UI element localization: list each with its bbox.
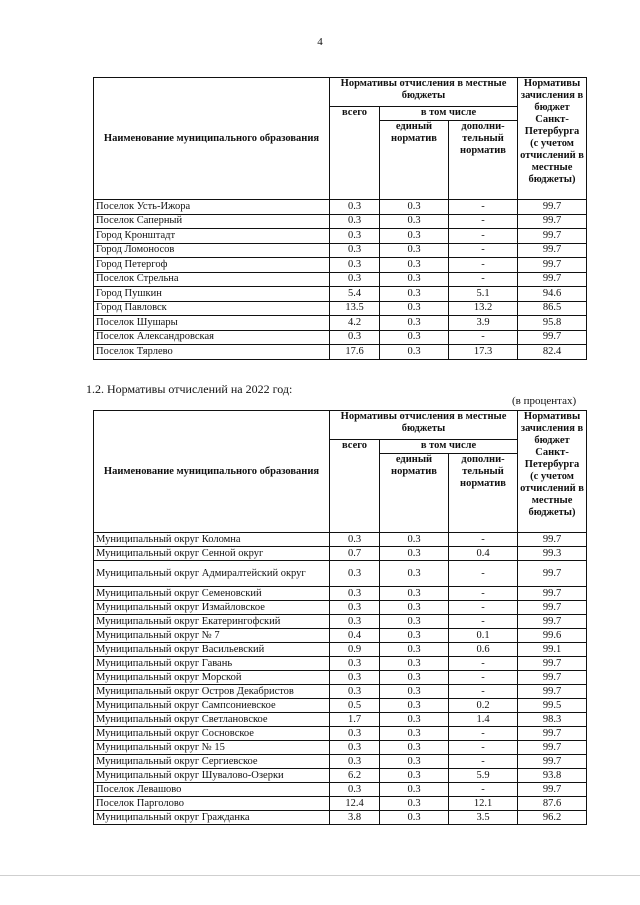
cell-single: 0.3 (380, 811, 449, 825)
table-row (94, 287, 587, 302)
cell-spb: 87.6 (518, 797, 587, 811)
header-single: единый норматив (380, 121, 449, 200)
cell-total: 0.3 (330, 561, 380, 587)
cell-additional: - (449, 601, 518, 615)
cell-additional: 17.3 (449, 345, 518, 360)
cell-spb: 99.7 (518, 214, 587, 229)
cell-additional: 3.9 (449, 316, 518, 331)
table-row (94, 741, 587, 755)
cell-single: 0.3 (380, 533, 449, 547)
cell-spb: 99.7 (518, 657, 587, 671)
cell-total: 0.3 (330, 657, 380, 671)
cell-single: 0.3 (380, 587, 449, 601)
cell-name: Город Кронштадт (94, 229, 330, 244)
header-total: всего (330, 107, 380, 200)
cell-spb: 99.7 (518, 755, 587, 769)
table-row (94, 200, 587, 215)
table-2022 (93, 410, 587, 825)
cell-single: 0.3 (380, 643, 449, 657)
cell-spb: 99.7 (518, 685, 587, 699)
cell-single: 0.3 (380, 258, 449, 273)
cell-additional: - (449, 243, 518, 258)
table-row (94, 301, 587, 316)
cell-name: Муниципальный округ Измайловское (94, 601, 330, 615)
cell-additional: - (449, 533, 518, 547)
table-row (94, 797, 587, 811)
header-additional: дополни-тельный норматив (449, 121, 518, 200)
table-row (94, 671, 587, 685)
cell-additional: 12.1 (449, 797, 518, 811)
cell-name: Поселок Левашово (94, 783, 330, 797)
cell-additional: - (449, 561, 518, 587)
cell-additional: - (449, 615, 518, 629)
cell-total: 0.3 (330, 258, 380, 273)
cell-single: 0.3 (380, 741, 449, 755)
cell-single: 0.3 (380, 272, 449, 287)
cell-name: Поселок Шушары (94, 316, 330, 331)
header-spb-budget: Нормативы зачисления в бюджет Санкт-Петербурга (с учетом отчислений в местные бюджеты) (518, 411, 587, 533)
cell-name: Город Ломоносов (94, 243, 330, 258)
header-total: всего (330, 440, 380, 533)
header-local-budgets: Нормативы отчисления в местные бюджеты (330, 411, 518, 440)
cell-additional: - (449, 783, 518, 797)
cell-spb: 99.7 (518, 200, 587, 215)
cell-single: 0.3 (380, 345, 449, 360)
cell-additional: 13.2 (449, 301, 518, 316)
header-local-budgets: Нормативы отчисления в местные бюджеты (330, 78, 518, 107)
cell-spb: 99.7 (518, 258, 587, 273)
cell-spb: 99.7 (518, 533, 587, 547)
table-row (94, 783, 587, 797)
table-row (94, 547, 587, 561)
cell-spb: 99.7 (518, 243, 587, 258)
cell-additional: - (449, 727, 518, 741)
cell-single: 0.3 (380, 629, 449, 643)
cell-total: 0.3 (330, 533, 380, 547)
table-row (94, 601, 587, 615)
cell-spb: 93.8 (518, 769, 587, 783)
cell-name: Муниципальный округ Адмиралтейский округ (94, 561, 330, 587)
cell-single: 0.3 (380, 657, 449, 671)
cell-total: 0.3 (330, 783, 380, 797)
cell-single: 0.3 (380, 797, 449, 811)
cell-total: 0.3 (330, 330, 380, 345)
cell-additional: - (449, 272, 518, 287)
cell-spb: 82.4 (518, 345, 587, 360)
table-row (94, 713, 587, 727)
cell-name: Поселок Стрельна (94, 272, 330, 287)
table-row (94, 629, 587, 643)
cell-single: 0.3 (380, 214, 449, 229)
header-name: Наименование муниципального образования (94, 78, 330, 200)
cell-spb: 99.7 (518, 783, 587, 797)
cell-additional: - (449, 200, 518, 215)
table-row (94, 243, 587, 258)
table-row (94, 699, 587, 713)
cell-additional: - (449, 214, 518, 229)
cell-single: 0.3 (380, 547, 449, 561)
table-row (94, 214, 587, 229)
table-row (94, 533, 587, 547)
cell-additional: 0.1 (449, 629, 518, 643)
cell-single: 0.3 (380, 727, 449, 741)
cell-total: 0.3 (330, 755, 380, 769)
table-2021 (93, 77, 587, 360)
cell-total: 0.3 (330, 214, 380, 229)
cell-single: 0.3 (380, 601, 449, 615)
page-edge-divider (0, 875, 640, 876)
table-row (94, 561, 587, 587)
cell-spb: 96.2 (518, 811, 587, 825)
cell-spb: 99.6 (518, 629, 587, 643)
table-row (94, 657, 587, 671)
table-row (94, 685, 587, 699)
cell-spb: 99.7 (518, 671, 587, 685)
header-including: в том числе (380, 107, 518, 121)
header-single: единый норматив (380, 454, 449, 533)
table-row (94, 769, 587, 783)
cell-name: Муниципальный округ Морской (94, 671, 330, 685)
cell-name: Город Павловск (94, 301, 330, 316)
cell-additional: - (449, 755, 518, 769)
cell-total: 0.3 (330, 671, 380, 685)
cell-single: 0.3 (380, 713, 449, 727)
cell-name: Поселок Саперный (94, 214, 330, 229)
cell-total: 0.3 (330, 615, 380, 629)
cell-single: 0.3 (380, 685, 449, 699)
header-additional: дополни-тельный норматив (449, 454, 518, 533)
cell-spb: 99.7 (518, 229, 587, 244)
cell-spb: 99.5 (518, 699, 587, 713)
cell-total: 0.5 (330, 699, 380, 713)
cell-total: 0.9 (330, 643, 380, 657)
cell-total: 0.7 (330, 547, 380, 561)
unit-note: (в процентах) (512, 395, 577, 407)
cell-single: 0.3 (380, 783, 449, 797)
cell-additional: 0.2 (449, 699, 518, 713)
cell-total: 0.3 (330, 727, 380, 741)
cell-name: Поселок Парголово (94, 797, 330, 811)
cell-single: 0.3 (380, 301, 449, 316)
header-spb-budget: Нормативы зачисления в бюджет Санкт-Петербурга (с учетом отчислений в местные бюджеты) (518, 78, 587, 200)
cell-total: 12.4 (330, 797, 380, 811)
cell-single: 0.3 (380, 200, 449, 215)
cell-spb: 99.7 (518, 601, 587, 615)
table-row (94, 229, 587, 244)
cell-single: 0.3 (380, 229, 449, 244)
cell-additional: - (449, 229, 518, 244)
table-row (94, 258, 587, 273)
cell-single: 0.3 (380, 243, 449, 258)
cell-single: 0.3 (380, 671, 449, 685)
cell-total: 5.4 (330, 287, 380, 302)
cell-single: 0.3 (380, 699, 449, 713)
table-row (94, 615, 587, 629)
cell-single: 0.3 (380, 287, 449, 302)
cell-name: Город Петергоф (94, 258, 330, 273)
cell-spb: 99.1 (518, 643, 587, 657)
cell-total: 0.3 (330, 272, 380, 287)
cell-spb: 98.3 (518, 713, 587, 727)
cell-total: 0.3 (330, 601, 380, 615)
table-row (94, 755, 587, 769)
cell-additional: 3.5 (449, 811, 518, 825)
cell-spb: 99.7 (518, 561, 587, 587)
cell-single: 0.3 (380, 755, 449, 769)
cell-additional: - (449, 671, 518, 685)
cell-spb: 86.5 (518, 301, 587, 316)
cell-additional: 5.1 (449, 287, 518, 302)
header-including: в том числе (380, 440, 518, 454)
cell-spb: 99.7 (518, 330, 587, 345)
cell-additional: 0.4 (449, 547, 518, 561)
cell-spb: 94.6 (518, 287, 587, 302)
table-row (94, 316, 587, 331)
cell-name: Муниципальный округ Шувалово-Озерки (94, 769, 330, 783)
cell-total: 0.3 (330, 229, 380, 244)
cell-total: 0.3 (330, 243, 380, 258)
cell-name: Муниципальный округ Сенной округ (94, 547, 330, 561)
cell-name: Муниципальный округ Гражданка (94, 811, 330, 825)
cell-name: Муниципальный округ № 15 (94, 741, 330, 755)
table-row (94, 727, 587, 741)
cell-single: 0.3 (380, 561, 449, 587)
cell-total: 1.7 (330, 713, 380, 727)
cell-name: Муниципальный округ Екатерингофский (94, 615, 330, 629)
cell-name: Муниципальный округ Сергиевское (94, 755, 330, 769)
cell-additional: - (449, 258, 518, 273)
cell-total: 0.3 (330, 741, 380, 755)
cell-total: 0.3 (330, 200, 380, 215)
cell-spb: 99.3 (518, 547, 587, 561)
cell-single: 0.3 (380, 316, 449, 331)
cell-name: Муниципальный округ № 7 (94, 629, 330, 643)
cell-name: Муниципальный округ Сампсониевское (94, 699, 330, 713)
cell-additional: - (449, 657, 518, 671)
cell-spb: 99.7 (518, 615, 587, 629)
cell-name: Муниципальный округ Светлановское (94, 713, 330, 727)
cell-name: Муниципальный округ Гавань (94, 657, 330, 671)
table-row (94, 587, 587, 601)
cell-additional: 1.4 (449, 713, 518, 727)
cell-single: 0.3 (380, 330, 449, 345)
cell-total: 0.4 (330, 629, 380, 643)
table-row (94, 643, 587, 657)
cell-name: Муниципальный округ Семеновский (94, 587, 330, 601)
cell-name: Поселок Александровская (94, 330, 330, 345)
cell-total: 17.6 (330, 345, 380, 360)
cell-single: 0.3 (380, 615, 449, 629)
cell-additional: - (449, 685, 518, 699)
cell-name: Муниципальный округ Васильевский (94, 643, 330, 657)
cell-additional: - (449, 587, 518, 601)
cell-total: 3.8 (330, 811, 380, 825)
cell-total: 4.2 (330, 316, 380, 331)
cell-total: 0.3 (330, 587, 380, 601)
cell-name: Муниципальный округ Остров Декабристов (94, 685, 330, 699)
table-row (94, 345, 587, 360)
table-row (94, 272, 587, 287)
cell-spb: 99.7 (518, 727, 587, 741)
cell-single: 0.3 (380, 769, 449, 783)
header-name: Наименование муниципального образования (94, 411, 330, 533)
cell-total: 0.3 (330, 685, 380, 699)
cell-additional: - (449, 741, 518, 755)
cell-total: 13.5 (330, 301, 380, 316)
table-row (94, 811, 587, 825)
cell-spb: 99.7 (518, 741, 587, 755)
section-title: 1.2. Нормативы отчислений на 2022 год: (86, 382, 293, 396)
page-number: 4 (317, 36, 323, 48)
cell-additional: - (449, 330, 518, 345)
cell-name: Поселок Тярлево (94, 345, 330, 360)
cell-additional: 0.6 (449, 643, 518, 657)
cell-name: Муниципальный округ Сосновское (94, 727, 330, 741)
cell-name: Город Пушкин (94, 287, 330, 302)
table-row (94, 330, 587, 345)
cell-additional: 5.9 (449, 769, 518, 783)
cell-spb: 99.7 (518, 272, 587, 287)
cell-name: Поселок Усть-Ижора (94, 200, 330, 215)
cell-spb: 95.8 (518, 316, 587, 331)
cell-total: 6.2 (330, 769, 380, 783)
cell-name: Муниципальный округ Коломна (94, 533, 330, 547)
cell-spb: 99.7 (518, 587, 587, 601)
